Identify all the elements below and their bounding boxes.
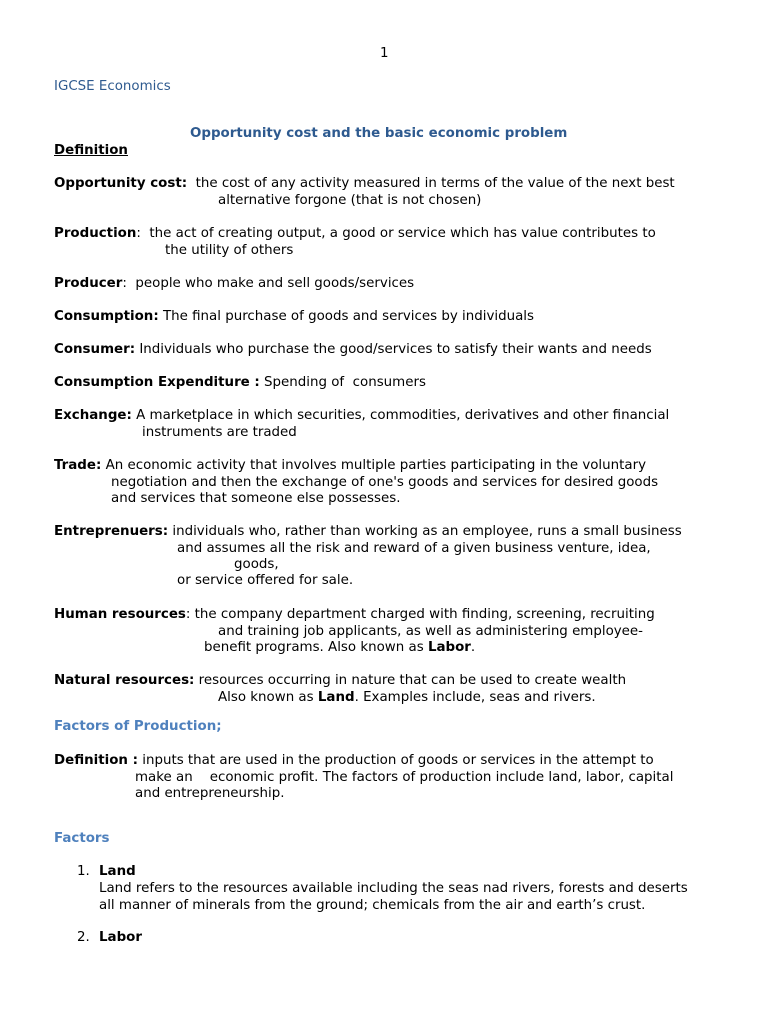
- definition-text: The final purchase of goods and services by individuals: [158, 309, 535, 324]
- factors-of-production-heading: Factors of Production;: [54, 719, 222, 734]
- definition-text: An economic activity that involves multiple parties participating in the voluntary: [101, 458, 647, 473]
- definition-text: . Examples include, seas and rivers.: [354, 690, 596, 705]
- definition-continuation: [218, 689, 596, 706]
- definition-continuation: alternative forgone (that is not chosen): [218, 193, 482, 208]
- term: Consumer:: [54, 342, 136, 357]
- term: Consumption Expenditure :: [54, 375, 260, 390]
- document-title: Opportunity cost and the basic economic problem: [190, 126, 568, 141]
- list-item-number: 1.: [77, 864, 90, 879]
- definition-text: individuals who, rather than working as an employee, runs a small business: [168, 524, 682, 539]
- term-alias: Labor: [427, 640, 471, 655]
- definition-heading: Definition: [54, 143, 128, 158]
- definition-continuation: and entrepreneurship.: [135, 786, 285, 801]
- definition-natural-resources: [54, 672, 626, 689]
- term: Natural resources:: [54, 673, 195, 688]
- definition-producer: [54, 275, 414, 292]
- definition-human-resources: [54, 606, 655, 623]
- definition-text: resources occurring in nature that can be used to create wealth: [194, 673, 627, 688]
- term: Producer: [54, 276, 123, 291]
- term: Definition :: [54, 753, 138, 768]
- term: Consumption:: [54, 309, 159, 324]
- term: Entreprenuers:: [54, 524, 169, 539]
- definition-consumption-expenditure: [54, 374, 426, 391]
- definition-continuation: and assumes all the risk and reward of a given business venture, idea,: [177, 541, 651, 556]
- list-item-number: 2.: [77, 930, 90, 945]
- term: Opportunity cost:: [54, 176, 188, 191]
- definition-text: the cost of any activity measured in terms of the value of the next best: [187, 176, 675, 191]
- definition-consumption: [54, 308, 534, 325]
- factors-definition: [54, 752, 654, 769]
- definition-trade: [54, 457, 646, 474]
- definition-continuation: the utility of others: [165, 243, 294, 258]
- definition-text: A marketplace in which securities, commodities, derivatives and other financial: [131, 408, 670, 423]
- definition-text: benefit programs. Also known as: [204, 640, 428, 655]
- definition-opportunity-cost: [54, 175, 675, 192]
- factor-name-labor: Labor: [99, 930, 142, 945]
- definition-continuation: instruments are traded: [142, 425, 297, 440]
- definition-continuation: and services that someone else possesses.: [111, 491, 401, 506]
- term-alias: Land: [317, 690, 355, 705]
- definition-text: inputs that are used in the production of goods or services in the attempt to: [138, 753, 654, 768]
- factor-description: Land refers to the resources available including the seas nad rivers, forests and deserts: [99, 881, 688, 896]
- definition-text: Spending of consumers: [259, 375, 426, 390]
- definition-text: : people who make and sell goods/services: [122, 276, 415, 291]
- definition-continuation: or service offered for sale.: [177, 573, 354, 588]
- definition-consumer: [54, 341, 652, 358]
- factor-description: all manner of minerals from the ground; chemicals from the air and earth’s crust.: [99, 898, 646, 913]
- definition-continuation: and training job applicants, as well as administering employee-: [218, 624, 643, 639]
- definition-text: .: [470, 640, 476, 655]
- page-number: 1: [380, 46, 389, 61]
- term: Exchange:: [54, 408, 132, 423]
- definition-text: : the company department charged with finding, screening, recruiting: [185, 607, 655, 622]
- definition-exchange: [54, 407, 669, 424]
- document-header: IGCSE Economics: [54, 79, 171, 94]
- term: Production: [54, 226, 137, 241]
- definition-text: : the act of creating output, a good or service which has value contributes to: [136, 226, 656, 241]
- factor-name-land: Land: [99, 864, 136, 879]
- definition-entrepreneurs: [54, 523, 682, 540]
- term: Human resources: [54, 607, 186, 622]
- definition-continuation: make an economic profit. The factors of production include land, labor, capital: [135, 770, 674, 785]
- definition-continuation: [204, 639, 475, 656]
- term: Trade:: [54, 458, 102, 473]
- definition-text: Individuals who purchase the good/services to satisfy their wants and needs: [135, 342, 652, 357]
- factors-subheading: Factors: [54, 831, 110, 846]
- definition-text: Also known as: [218, 690, 318, 705]
- definition-continuation: negotiation and then the exchange of one's goods and services for desired goods: [111, 475, 659, 490]
- definition-continuation: goods,: [234, 557, 279, 572]
- definition-production: [54, 225, 656, 242]
